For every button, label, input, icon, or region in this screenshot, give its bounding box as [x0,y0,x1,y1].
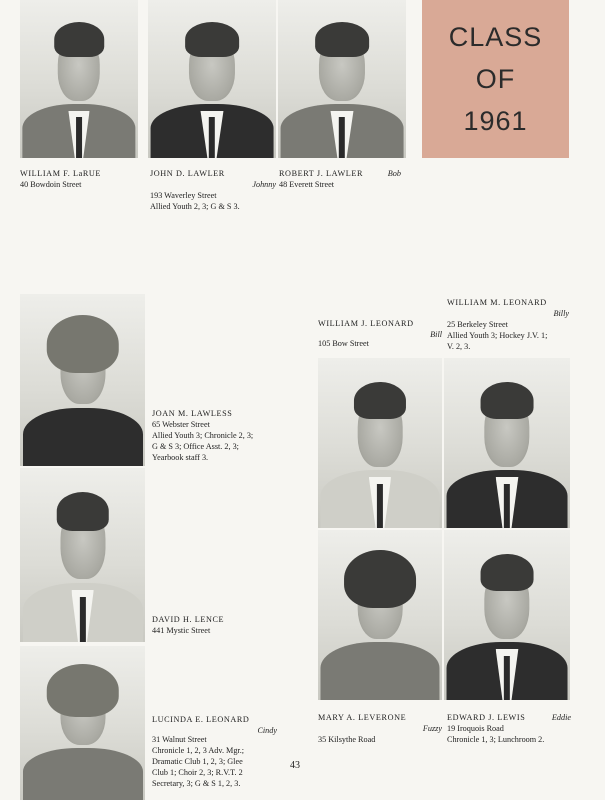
portrait-lucinda-e-leonard [20,646,145,800]
caption-william-j-leonard [318,318,442,349]
student-address: 48 Everett Street [279,180,335,189]
student-activities: Allied Youth 2, 3; G & S 3. [150,202,240,211]
portrait-edward-j-lewis [444,530,570,700]
student-nickname: Eddie [551,713,571,722]
portrait-william-j-leonard [318,358,442,528]
student-name: JOAN M. LAWLESS [152,409,233,418]
student-activities: Secretary, 3; G & S 1, 2, 3. [152,779,241,788]
student-activities: G & S 3; Office Asst. 2, 3; [152,442,239,451]
portrait-john-d-lawler [148,0,276,158]
caption-william-f-larue [20,168,138,190]
caption-joan-m-lawless [152,408,276,463]
student-activities: Allied Youth 3; Hockey J.V. 1; [447,331,548,340]
student-nickname: Bob [387,169,401,178]
portrait-joan-m-lawless [20,294,145,466]
student-name: ROBERT J. LAWLER [279,169,364,178]
caption-william-m-leonard [447,297,569,352]
student-name: DAVID H. LENCE [152,615,225,624]
student-activities: Allied Youth 3; Chronicle 2, 3; [152,431,254,440]
student-address: 35 Kilsythe Road [318,735,376,744]
student-name: JOHN D. LAWLER [150,169,225,178]
caption-edward-j-lewis [447,712,571,745]
student-name: LUCINDA E. LEONARD [152,715,250,724]
student-activities: Yearbook staff 3. [152,453,209,462]
page-number: 43 [290,760,300,771]
portrait-mary-a-leverone [318,530,442,700]
student-activities: V. 2, 3. [447,342,471,351]
student-nickname: Bill [430,330,442,339]
student-address: 31 Walnut Street [152,735,207,744]
student-name: WILLIAM M. LEONARD [447,298,547,307]
student-address: 25 Berkeley Street [447,320,508,329]
caption-mary-a-leverone [318,712,442,745]
caption-david-h-lence [152,614,276,636]
student-nickname: Billy [553,309,569,318]
heading-line-3: 1961 [463,106,528,136]
student-nickname: Johnny [252,180,276,189]
student-name: MARY A. LEVERONE [318,713,407,722]
portrait-david-h-lence [20,468,145,642]
caption-robert-j-lawler [279,168,401,190]
student-address: 193 Waverley Street [150,191,217,200]
student-activities: Chronicle 1, 3; Lunchroom 2. [447,735,545,744]
student-address: 19 Iroquois Road [447,724,504,733]
caption-john-d-lawler [150,168,276,212]
student-nickname: Fuzzy [422,724,442,733]
student-activities: Dramatic Club 1, 2, 3; Glee [152,757,243,766]
portrait-william-f-larue [20,0,138,158]
student-address: 40 Bowdoin Street [20,180,82,189]
student-address: 441 Mystic Street [152,626,211,635]
portrait-william-m-leonard [444,358,570,528]
student-nickname: Cindy [257,726,277,735]
class-of-1961-heading [422,0,569,158]
student-name: EDWARD J. LEWIS [447,713,526,722]
heading-line-2: OF [475,64,516,94]
student-address: 65 Webster Street [152,420,210,429]
student-name: WILLIAM J. LEONARD [318,319,414,328]
student-name: WILLIAM F. LaRUE [20,169,102,178]
portrait-robert-j-lawler [278,0,406,158]
student-address: 105 Bow Street [318,339,369,348]
caption-lucinda-e-leonard [152,714,277,789]
student-activities: Club 1; Choir 2, 3; R.V.T. 2 [152,768,243,777]
student-activities: Chronicle 1, 2, 3 Adv. Mgr.; [152,746,245,755]
heading-line-1: CLASS [448,22,543,52]
